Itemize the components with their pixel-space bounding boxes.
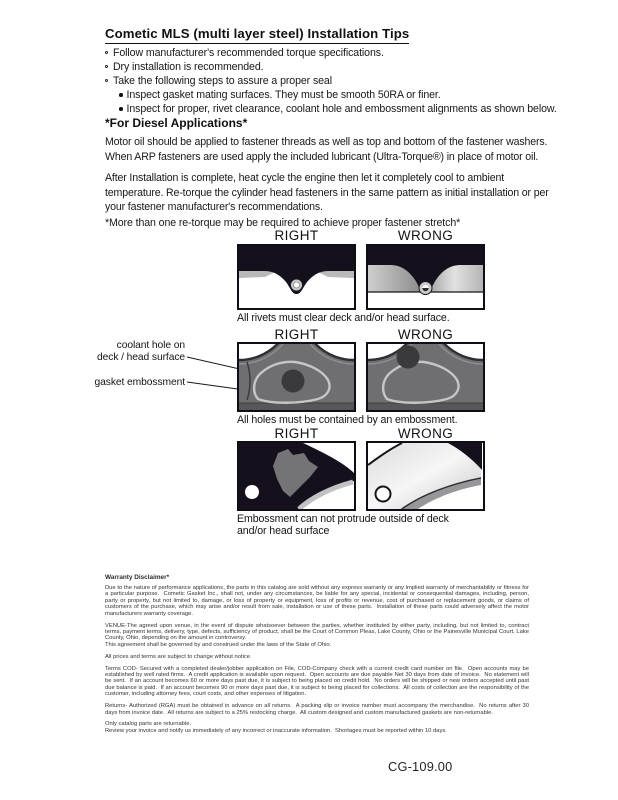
bullet-text: Dry installation is recommended. bbox=[113, 61, 264, 73]
bullet-text: Take the following steps to assure a proper seal bbox=[113, 75, 332, 87]
gasket-embossment-label: gasket embossment bbox=[94, 377, 185, 388]
hole-wrong-illustration bbox=[366, 342, 485, 412]
protrude-right-illustration bbox=[237, 441, 356, 511]
rivet-right-illustration bbox=[237, 244, 356, 310]
coolant-hole bbox=[397, 346, 420, 369]
warranty-body bbox=[105, 585, 529, 740]
sub-bullet-text: Inspect for proper, rivet clearance, coolant hole and embossment alignments as shown below. bbox=[126, 103, 557, 115]
rivet-wrong-illustration bbox=[366, 244, 485, 310]
warranty-paragraph: Returns- Authorized (RGA) must be obtained in advance on all returns. A packing slip or invoice number must accompany the merchandise. No returns after 30 days from invoice date. All returns are subject to a 25% restocking charge. All custom designed and custom manufactured gaskets are non-returnable. bbox=[105, 703, 531, 716]
retorque-note: *More than one re-torque may be required to achieve proper fastener stretch* bbox=[105, 217, 461, 229]
protrude-wrong-illustration bbox=[366, 441, 485, 511]
warranty-paragraph: Terms COD- Secured with a completed dealer/jobber application on File, COD-Company check with a current credit card number on file. Open accounts may be established by well rated firms. A credit application is available upon request. Open accounts are due payable Net 30 days from date of invoice. No statement will be sent. If an account becomes 60 or more days past due, it is subject to being placed on credit hold. No orders will be shipped or new orders accepted until past due balance is paid. If an account becomes 90 or more days past due, it is subject to being placed for collections. All costs of collection are the responsibility of the customer, including attorney fees, court costs, and other expenses of litigation. bbox=[105, 665, 531, 698]
diesel-paragraph-2: After Installation is complete, heat cycle the engine then let it completely cool to ambient temperature. Re-torque the cylinder head fasteners in the same pattern as initial installation or per your fastener manufacturer's recommendations. bbox=[105, 172, 552, 214]
catalog-code: CG-109.00 bbox=[388, 759, 453, 774]
filled-bullet-icon bbox=[119, 93, 123, 97]
open-bullet-icon bbox=[105, 65, 108, 68]
diagram-rivet-right bbox=[237, 244, 356, 310]
right-label-row2: RIGHT bbox=[274, 327, 319, 342]
diesel-paragraph-1: Motor oil should be applied to fastener threads as well as top and bottom of the fastener washers. When ARP fasteners are used apply the included lubricant (Ultra-Torque®) in place of motor oil. bbox=[105, 136, 551, 163]
filled-bullet-icon bbox=[119, 107, 123, 111]
right-label-row3: RIGHT bbox=[274, 426, 319, 441]
coolant-hole bbox=[282, 370, 305, 393]
warranty-paragraph: Due to the nature of performance applications, the parts in this catalog are sold without any express warranty or any implied warranty of merchantability or fitness for a particular purpose. Cometic Gasket Inc., shall not, under any circumstances, be liable for any special, incidental or consequential damages, including, person, party or property, but not limited to, damage, or loss of property or equipment, loss of profits or revenue, cost of purchased or replacement goods, or claims of customers of the purchase, which may arise and/or result from sale, installation or use of these parts. Installation of these parts could adversely affect the motor manufacturers warranty coverage. bbox=[105, 585, 531, 617]
wrong-label-row3: WRONG bbox=[397, 426, 454, 441]
right-label-row1: RIGHT bbox=[274, 228, 319, 243]
open-bullet-icon bbox=[105, 79, 108, 82]
row2-caption: All holes must be contained by an embossment. bbox=[237, 414, 458, 426]
list-item bbox=[105, 74, 567, 88]
list-item bbox=[105, 46, 567, 60]
diagram-hole-wrong bbox=[366, 342, 485, 412]
diagram-rivet-wrong bbox=[366, 244, 485, 310]
warranty-paragraph: Review your invoice and notify us immediately of any incorrect or inaccurate information. Shortages must be reported within 10 days. bbox=[105, 727, 447, 734]
warranty-paragraph: Only catalog parts are returnable. bbox=[105, 721, 192, 728]
row3-caption: Embossment can not protrude outside of deck and/or head surface bbox=[237, 513, 449, 538]
coolant-hole-label: coolant hole on deck / head surface bbox=[97, 340, 185, 363]
diesel-section-heading: *For Diesel Applications* bbox=[105, 116, 248, 130]
row1-caption: All rivets must clear deck and/or head surface. bbox=[237, 312, 450, 324]
list-item bbox=[105, 88, 567, 102]
warranty-paragraph: All prices and terms are subject to change without notice. bbox=[105, 653, 252, 660]
wrong-label-row2: WRONG bbox=[397, 327, 454, 342]
wrong-label-row1: WRONG bbox=[397, 228, 454, 243]
bolt-hole bbox=[376, 487, 391, 502]
bolt-hole bbox=[245, 485, 259, 499]
warranty-paragraph: This agreement shall be governed by and construed under the laws of the State of Ohio. bbox=[105, 641, 332, 648]
open-bullet-icon bbox=[105, 51, 108, 54]
list-item bbox=[105, 60, 567, 74]
tips-list bbox=[105, 46, 567, 116]
warranty-paragraph: VENUE-The agreed upon venue, in the event of dispute whatsoever between the parties, whether instituted by either party, including, but not limited to, contract terms, payment terms, delivery, type, defects, sufficiency of product, shall be the Court of Common Pleas, Lake County, Ohio or the Painesville Municipal Court, Lake County, Ohio, depending on the amount in controversy. bbox=[105, 622, 531, 642]
diagram-hole-right bbox=[237, 342, 356, 412]
warranty-heading: Warranty Disclaimer* bbox=[105, 574, 170, 581]
hole-right-illustration bbox=[237, 342, 356, 412]
list-item bbox=[105, 102, 567, 116]
page-title: Cometic MLS (multi layer steel) Installation Tips bbox=[105, 26, 409, 44]
diagram-protrude-wrong bbox=[366, 441, 485, 511]
diagram-protrude-right bbox=[237, 441, 356, 511]
sub-bullet-text: Inspect gasket mating surfaces. They must be smooth 50RA or finer. bbox=[126, 89, 441, 101]
bullet-text: Follow manufacturer's recommended torque specifications. bbox=[113, 47, 384, 59]
